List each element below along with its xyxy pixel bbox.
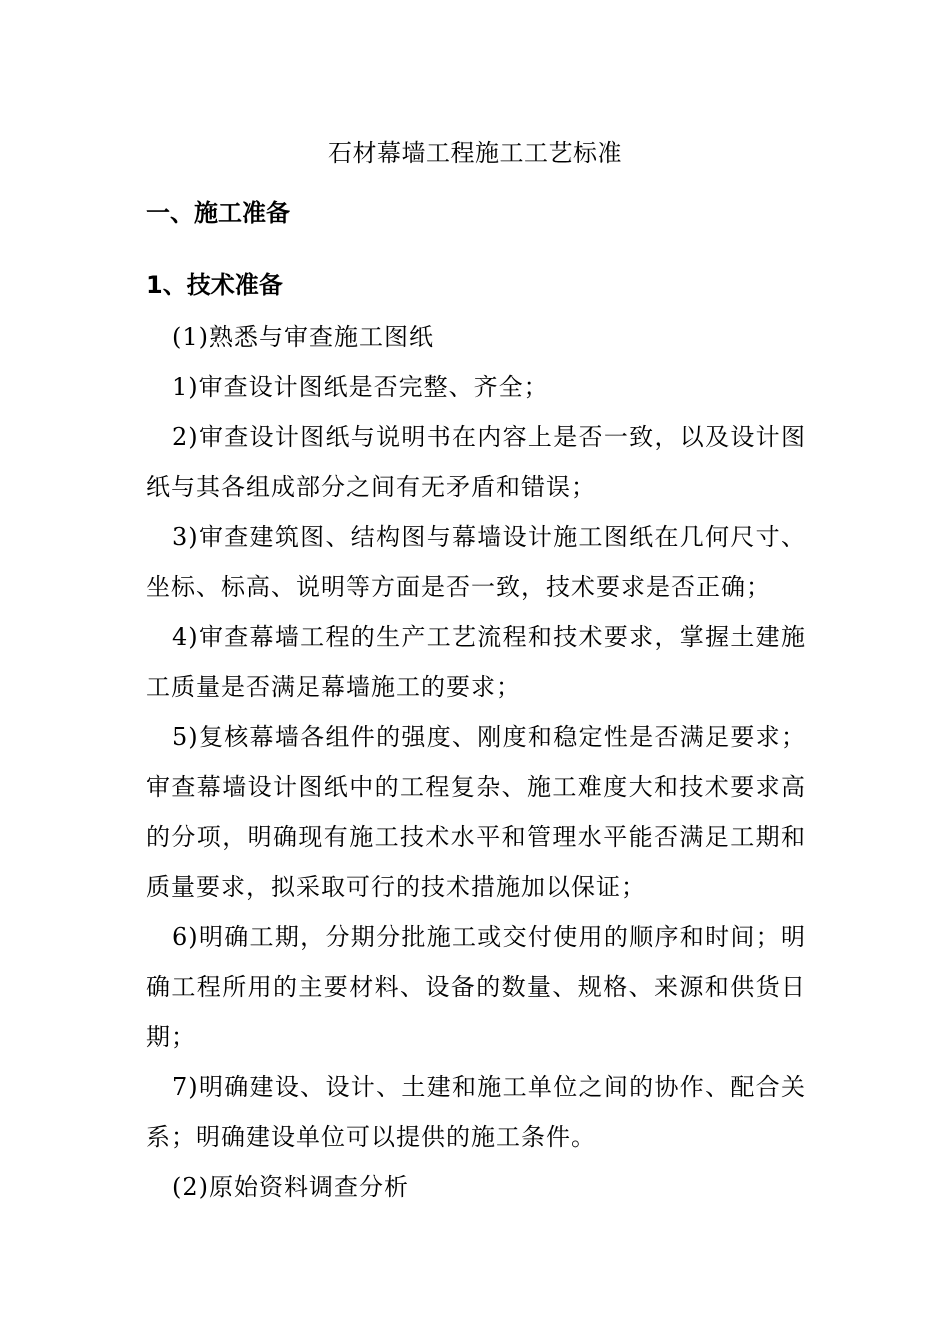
paragraph-source-data: (2)原始资料调查分析 <box>172 1173 409 1201</box>
paragraph-item-7: 7)明确建设、设计、土建和施工单位之间的协作、配合关系；明确建设单位可以提供的施工条件。 <box>146 1073 806 1151</box>
section-heading: 一、施工准备 <box>146 199 290 227</box>
document-body <box>146 312 806 1212</box>
paragraph-item-5: 5)复核幕墙各组件的强度、刚度和稳定性是否满足要求；审查幕墙设计图纸中的工程复杂、施工难度大和技术要求高的分项，明确现有施工技术水平和管理水平能否满足工期和质量要求，拟采取可行的技术措施加以保证； <box>146 723 806 901</box>
paragraph-item-2: 2)审查设计图纸与说明书在内容上是否一致，以及设计图纸与其各组成部分之间有无矛盾和错误； <box>146 423 806 501</box>
paragraph-item-1: 1)审查设计图纸是否完整、齐全； <box>172 373 549 401</box>
paragraph-review-drawings: (1)熟悉与审查施工图纸 <box>172 323 434 351</box>
document-title: 石材幕墙工程施工工艺标准 <box>328 139 622 167</box>
paragraph-item-6: 6)明确工期，分期分批施工或交付使用的顺序和时间；明确工程所用的主要材料、设备的数量、规格、来源和供货日期； <box>146 923 806 1051</box>
paragraph-item-4: 4)审查幕墙工程的生产工艺流程和技术要求，掌握土建施工质量是否满足幕墙施工的要求； <box>146 623 806 701</box>
paragraph-item-3: 3)审查建筑图、结构图与幕墙设计施工图纸在几何尺寸、坐标、标高、说明等方面是否一致，技术要求是否正确； <box>146 523 806 601</box>
subsection-heading: 1、技术准备 <box>146 271 283 299</box>
